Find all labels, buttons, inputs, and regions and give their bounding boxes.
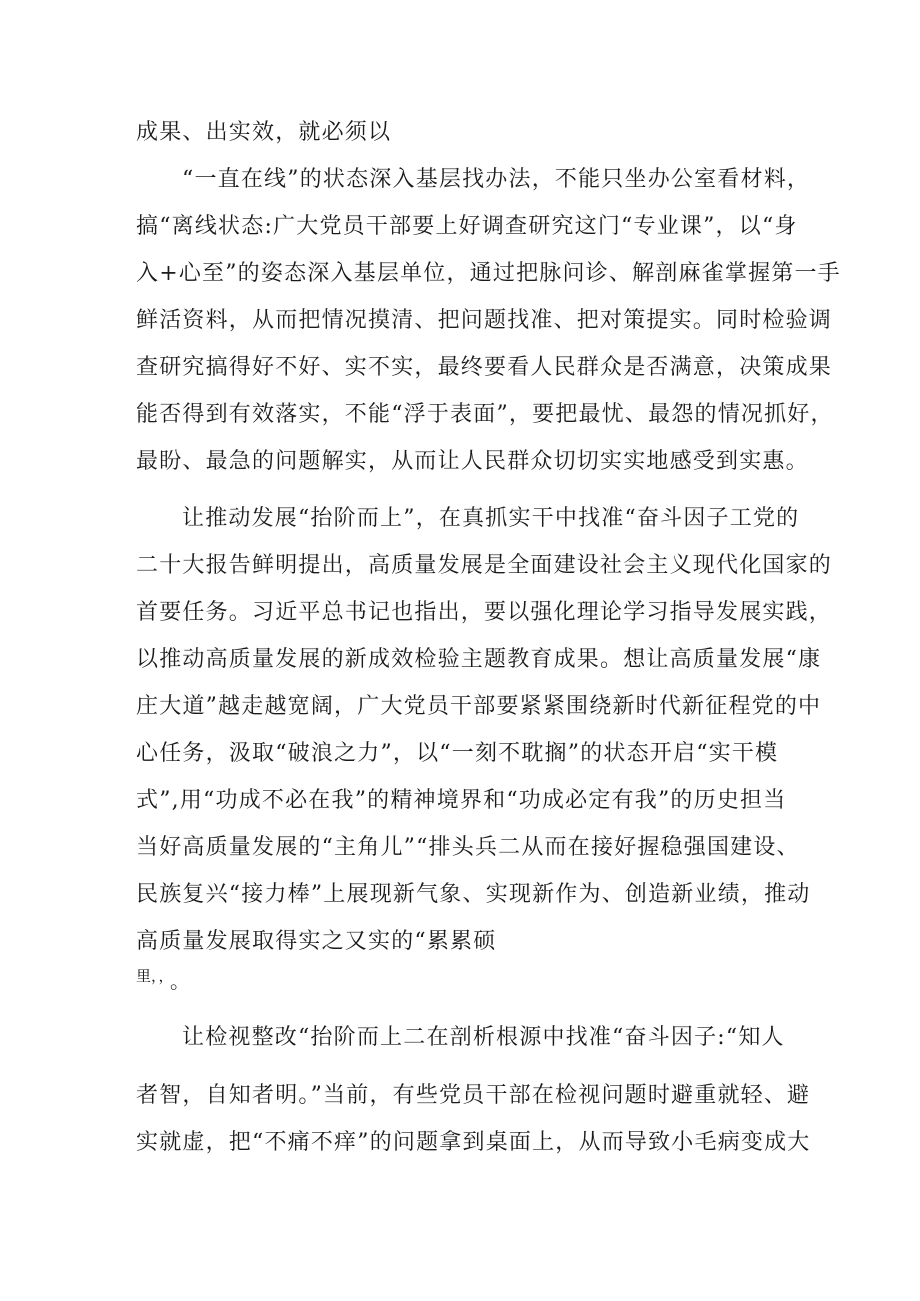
para1-line-2: 搞“离线状态:广大党员干部要上好调查研究这门“专业课”，以“身 bbox=[136, 214, 798, 239]
para2-line-1: 让推动发展“抬阶而上”，在真抓实干中找准“奋斗因子工党的 bbox=[182, 506, 800, 531]
para2-line-7: 式”,用“功成不必在我”的精神境界和“功成必定有我”的历史担当 bbox=[136, 788, 787, 813]
para2-line-8: 当好高质量发展的“主角儿”“排头兵二从而在接好握稳强国建设、 bbox=[136, 835, 800, 860]
text-fragment-top: 成果、出实效，就必须以 bbox=[136, 120, 392, 145]
para1-line-3: 入+心至”的姿态深入基层单位，通过把脉问诊、解剖麻雀掌握第一手 bbox=[136, 261, 841, 286]
para1-line-4: 鲜活资料，从而把情况摸清、把问题找准、把对策提实。同时检验调 bbox=[136, 308, 833, 333]
para3-line-2: 者智，自知者明。”当前，有些党员干部在检视问题时避重就轻、避 bbox=[136, 1083, 811, 1108]
para2-line-6: 心任务，汲取“破浪之力”，以“一刻不耽搁”的状态开启“实干模 bbox=[136, 741, 779, 766]
para2-line-4: 以推动高质量发展的新成效检验主题教育成果。想让高质量发展“康 bbox=[136, 647, 822, 672]
para2-line-10: 高质量发展取得实之又实的“累累硕 bbox=[136, 929, 497, 954]
para3-line-3: 实就虚，把“不痛不痒”的问题拿到桌面上，从而导致小毛病变成大 bbox=[136, 1130, 811, 1155]
para1-line-1: “一直在线”的状态深入基层找办法，不能只坐办公室看材料， bbox=[182, 167, 811, 192]
para1-line-6: 能否得到有效落实，不能“浮于表面”，要把最忧、最怨的情况抓好， bbox=[136, 402, 834, 427]
para2-line-3: 首要任务。习近平总书记也指出，要以强化理论学习指导发展实践， bbox=[136, 600, 833, 625]
para2-line-2: 二十大报告鲜明提出，高质量发展是全面建设社会主义现代化国家的 bbox=[136, 553, 833, 578]
circle-mark: 。 bbox=[170, 969, 190, 993]
para1-line-5: 查研究搞得好不好、实不实，最终要看人民群众是否满意，决策成果 bbox=[136, 355, 833, 380]
para2-line-5: 庄大道”越走越宽阔，广大党员干部要紧紧围绕新时代新征程党的中 bbox=[136, 694, 822, 719]
para1-line-7: 最盼、最急的问题解实，从而让人民群众切切实实地感受到实惠。 bbox=[136, 449, 809, 474]
para2-line-9: 民族复兴“接力棒”上展现新气象、实现新作为、创造新业绩，推动 bbox=[136, 882, 811, 907]
small-fragment: 里，， bbox=[136, 967, 174, 985]
para3-line-1: 让检视整改“抬阶而上二在剖析根源中找准“奋斗因子:“知人 bbox=[182, 1025, 785, 1050]
